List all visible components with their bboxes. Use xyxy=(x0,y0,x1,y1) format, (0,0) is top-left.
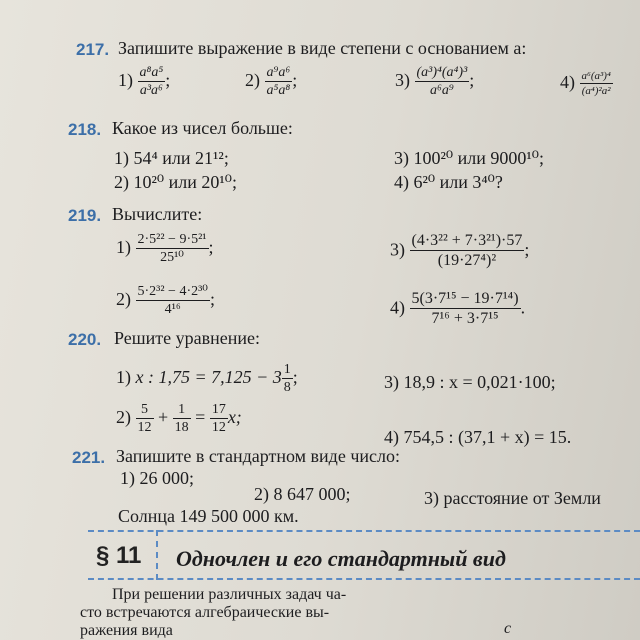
task-217-item-1: 1) $\frac{\text{a⁸a⁵}}{\text{a³a⁶}}$ ; xyxy=(118,65,171,99)
task-217-item-3: 3) $\frac{\text{(a³)⁴(a⁴)³}}{\text{a⁶a⁹}}$ ; xyxy=(395,65,475,99)
task-219-item-4: 4) $\frac{\text{5(3·7¹⁵ − 19·7¹⁴)}}{\text{7¹⁶ + 3·7¹⁵}}$ . xyxy=(390,290,526,328)
section-top-divider xyxy=(88,530,640,532)
section-title: Одночлен и его стандартный вид xyxy=(176,546,506,571)
task-219-number: 219. xyxy=(68,206,102,225)
task-217-text: Запишите выражение в виде степени с основанием a: xyxy=(118,38,527,58)
task-220-number: 220. xyxy=(68,330,102,349)
task-219-item-1: 1) $\frac{\text{2·5²² − 9·5²¹}}{\text{25¹⁰}}$ ; xyxy=(116,232,214,266)
body-line-2: сто встречаются алгебраические вы- xyxy=(80,604,330,621)
task-221-number: 221. xyxy=(72,448,106,467)
task-218-item-3: 3) 100²⁰ или 9000¹⁰; xyxy=(394,148,544,168)
task-221-continuation: Солнца 149 500 000 км. xyxy=(118,506,299,526)
task-220-item-3: 3) 18,9 : x = 0,021·100; xyxy=(384,372,556,392)
body-line-1: При решении различных задач ча- xyxy=(112,586,347,603)
task-217-item-4: 4) $\frac{\text{a⁶(a³)⁴}}{\text{(a⁴)²a²}}$ xyxy=(560,70,611,97)
task-221-text: Запишите в стандартном виде число: xyxy=(116,446,400,466)
task-221-item-2: 2) 8 647 000; xyxy=(254,484,351,504)
task-219-item-2: 2) $\frac{\text{5·2³² − 4·2³⁰}}{\text{4¹⁶}}$ ; xyxy=(116,284,215,318)
task-217-number: 217. xyxy=(76,40,110,59)
task-221-item-3: 3) расстояние от Земли xyxy=(424,488,601,508)
section-number: § 11 xyxy=(96,542,142,569)
task-220-item-1: 1) x : 1,75 = 7,125 − 3 $\frac{1}{8}$ ; xyxy=(116,362,298,396)
task-219-item-3: 3) $\frac{\text{(4·3²² + 7·3²¹)·57}}{\text{(19·27⁴)²}}$ ; xyxy=(390,232,530,270)
task-220-text: Решите уравнение: xyxy=(114,328,260,348)
task-218-number: 218. xyxy=(68,120,102,139)
task-218-item-1: 1) 54⁴ или 21¹²; xyxy=(114,148,229,168)
task-219-text: Вычислите: xyxy=(112,204,203,224)
task-218-item-4: 4) 6²⁰ или 3⁴⁰? xyxy=(394,172,503,192)
task-218-text: Какое из чисел больше: xyxy=(112,118,293,138)
task-221-item-1: 1) 26 000; xyxy=(120,468,195,488)
section-vertical-divider xyxy=(156,530,158,580)
task-218-item-2: 2) 10²⁰ или 20¹⁰; xyxy=(114,172,237,192)
task-217-item-2: 2) $\frac{\text{a⁹a⁶}}{\text{a⁵a⁸}}$ ; xyxy=(245,65,298,99)
task-220-item-4: 4) 754,5 : (37,1 + x) = 15. xyxy=(384,427,572,447)
section-bottom-divider xyxy=(88,578,640,580)
task-220-item-2: 2) $\frac{5}{12}$ + $\frac{1}{18}$ = $\frac{17}{12}$ x; xyxy=(116,402,242,436)
margin-letter: c xyxy=(504,620,512,637)
body-line-3: ражения вида xyxy=(80,622,173,639)
